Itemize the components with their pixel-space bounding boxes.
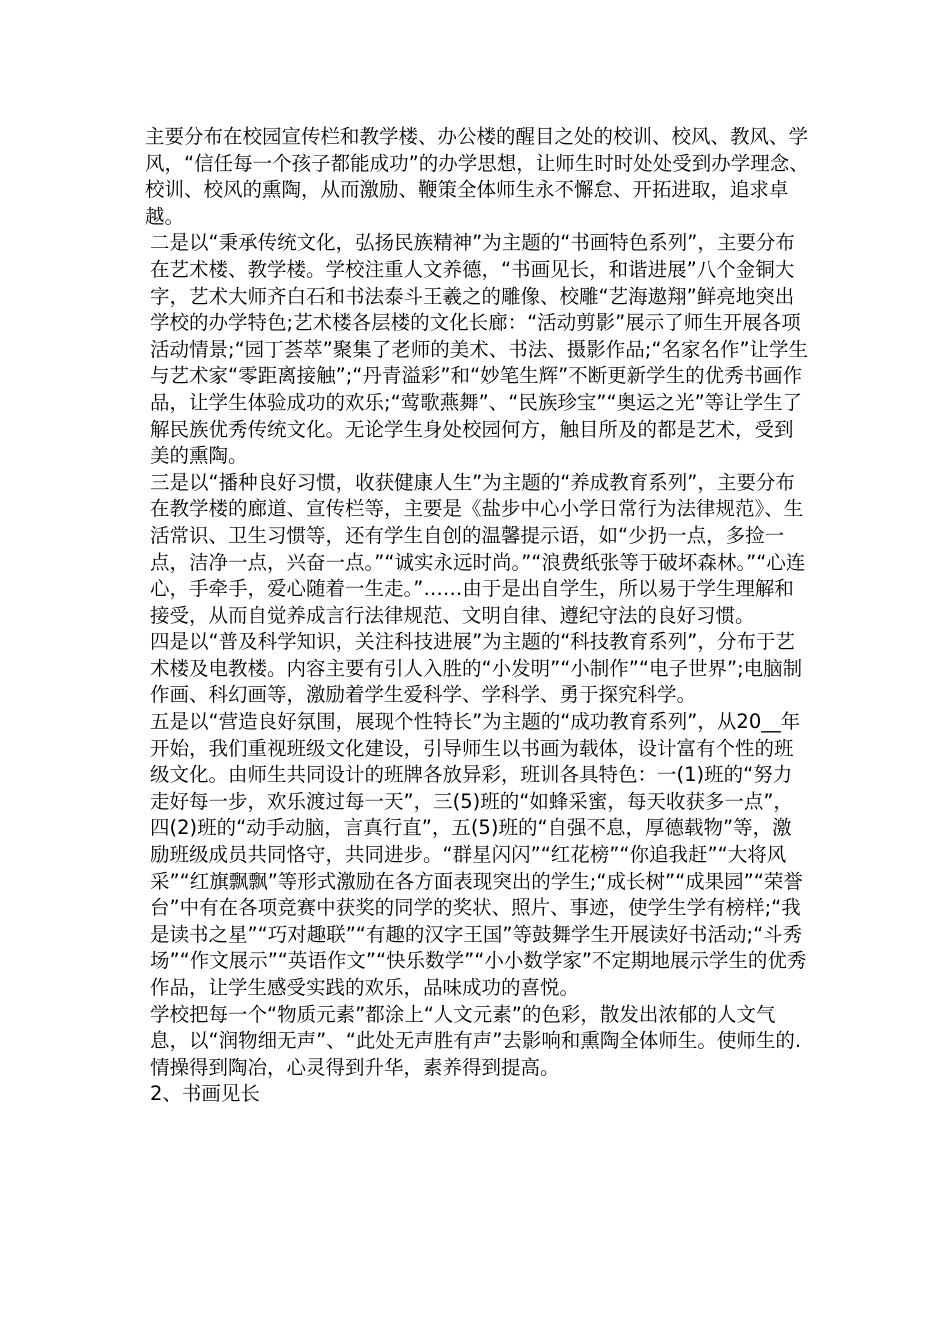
paragraph-success-education: 五是以“营造良好氛围，展现个性特长”为主题的“成功教育系列”，从20__年开始，我们重视班级文化建设，引导师生以书画为载体，设计富有个性的班级文化。由师生共同设计的班牌各放异彩，班训各具特色：一(1)班的“努力走好每一步，欢乐渡过每一天”，三(5)班的“如蜂采蜜，每天收获多一点”，四(2)班的“动手动脑，言真行直”，五(5)班的“自强不息，厚德载物”等，激励班级成员共同恪守，共同进步。“群星闪闪”“红花榜”“你追我赶”“大将风采”“红旗飘飘”等形式激励在各方面表现突出的学生;“成长树”“成果园”“荣誉台”中有在各项竞赛中获奖的同学的奖状、照片、事迹，使学生学有榜样;“我是读书之星”“巧对趣联”“有趣的汉字王国”等鼓舞学生开展读好书活动;“斗秀场”“作文展示”“英语作文”“快乐数学”“小小数学家”不定期地展示学生的优秀作品，让学生感受实践的欢乐，品味成功的喜悦。 [150, 710, 807, 999]
paragraph-calligraphy-series: 二是以“秉承传统文化，弘扬民族精神”为主题的“书画特色系列”，主要分布在艺术楼、教学楼。学校注重人文养德，“书画见长，和谐进展”八个金铜大字，艺术大师齐白石和书法泰斗王羲之的雕像、校雕“艺海遨翔”鲜亮地突出学校的办学特色;艺术楼各层楼的文化长廊：“活动剪影”展示了师生开展各项活动情景;“园丁荟萃”聚集了老师的美术、书法、摄影作品;“名家名作”让学生与艺术家“零距离接触”;“丹青溢彩”和“妙笔生辉”不断更新学生的优秀书画作品，让学生体验成功的欢乐;“莺歌燕舞”、“民族珍宝”“奥运之光”等让学生了解民族优秀传统文化。无论学生身处校园何方，触目所及的都是艺术，受到美的熏陶。 [150, 231, 809, 468]
document-page [145, 124, 811, 1108]
paragraph-campus-motto: 主要分布在校园宣传栏和教学楼、办公楼的醒目之处的校训、校风、教风、学风，“信任每一个孩子都能成功”的办学思想，让师生时时处处受到办学理念、校训、校风的熏陶，从而激励、鞭策全体师生永不懈怠、开拓进取，追求卓越。 [145, 125, 809, 228]
paragraph-habit-education: 三是以“播种良好习惯，收获健康人生”为主题的“养成教育系列”，主要分布在教学楼的廊道、宣传栏等，主要是《盐步中心小学日常行为法律规范》、生活常识、卫生习惯等，还有学生自创的温馨提示语，如“少扔一点，多捡一点，洁净一点，兴奋一点。”“诚实永远时尚。”“浪费纸张等于破坏森林。”“心连心，手牵手，爱心随着一生走。”……由于是出自学生，所以易于学生理解和接受，从而自觉养成言行法律规范、文明自律、遵纪守法的良好习惯。 [150, 470, 806, 627]
section-heading: 2、书画见长 [150, 1082, 260, 1106]
paragraph-humanistic-summary: 学校把每一个“物质元素”都涂上“人文元素”的色彩，散发出浓郁的人文气息，以“润物细无声”、“此处无声胜有声”去影响和熏陶全体师生。使师生的.情操得到陶冶，心灵得到升华，素养得到提高。 [150, 1002, 802, 1079]
paragraph-science-education: 四是以“普及科学知识，关注科技进展”为主题的“科技教育系列”，分布于艺术楼及电教楼。内容主要有引人入胜的“小发明”“小制作”“电子世界”;电脑制作画、科幻画等，激励着学生爱科学、学科学、勇于探究科学。 [150, 630, 803, 707]
